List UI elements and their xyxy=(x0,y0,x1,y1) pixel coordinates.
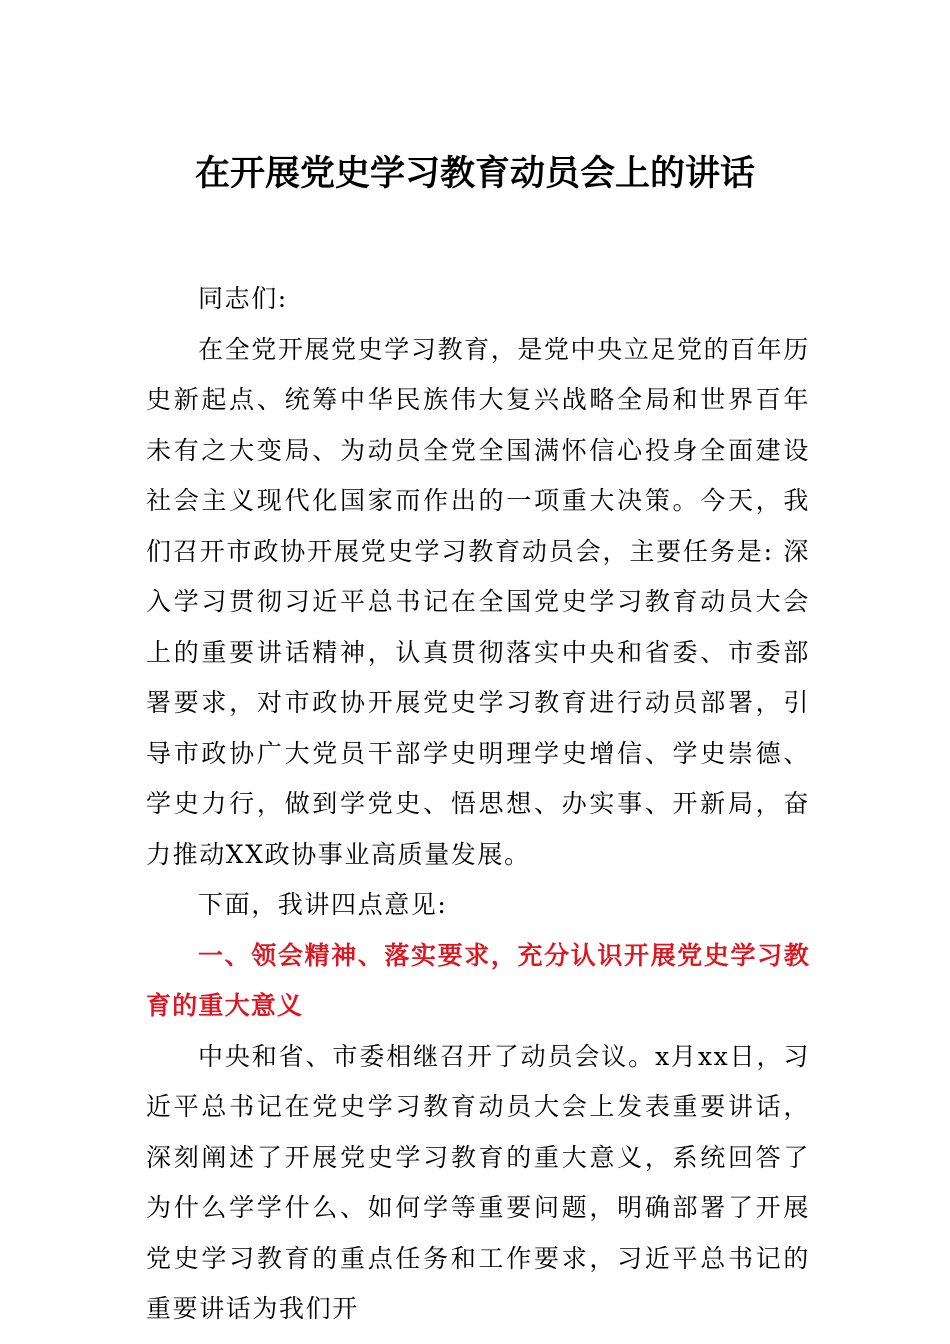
paragraph-intro: 在全党开展党史学习教育，是党中央立足党的百年历史新起点、统筹中华民族伟大复兴战略全局和世界百年未有之大变局、为动员全党全国满怀信心投身全面建设社会主义现代化国家而作出的一项重大决策。今天，我们召开市政协开展党史学习教育动员会，主要任务是: 深入学习贯彻习近平总书记在全国党史学习教育动员大会上的重要讲话精神，认真贯彻落实中央和省委、市委部署要求，对市政协开展党史学习教育进行动员部署，引导市政协广大党员干部学史明理学史增信、学史崇德、学史力行，做到学党史、悟思想、办实事、开新局，奋力推动XX政协事业高质量发展。 xyxy=(146,334,810,869)
paragraph-section-1: 中央和省、市委相继召开了动员会议。x月xx日，习近平总书记在党史学习教育动员大会上发表重要讲话，深刻阐述了开展党史学习教育的重大意义，系统回答了为什么学学什么、如何学等重要问题，明确部署了开展党史学习教育的重点任务和工作要求，习近平总书记的重要讲话为我们开 xyxy=(146,1041,810,1323)
paragraph-outline: 下面，我讲四点意见: xyxy=(198,890,448,919)
document-title: 在开展党史学习教育动员会上的讲话 xyxy=(194,153,755,194)
section-heading-1: 一、领会精神、落实要求，充分认识开展党史学习教育的重大意义 xyxy=(146,940,810,1020)
salutation: 同志们: xyxy=(198,284,288,313)
document-body xyxy=(146,274,810,1335)
